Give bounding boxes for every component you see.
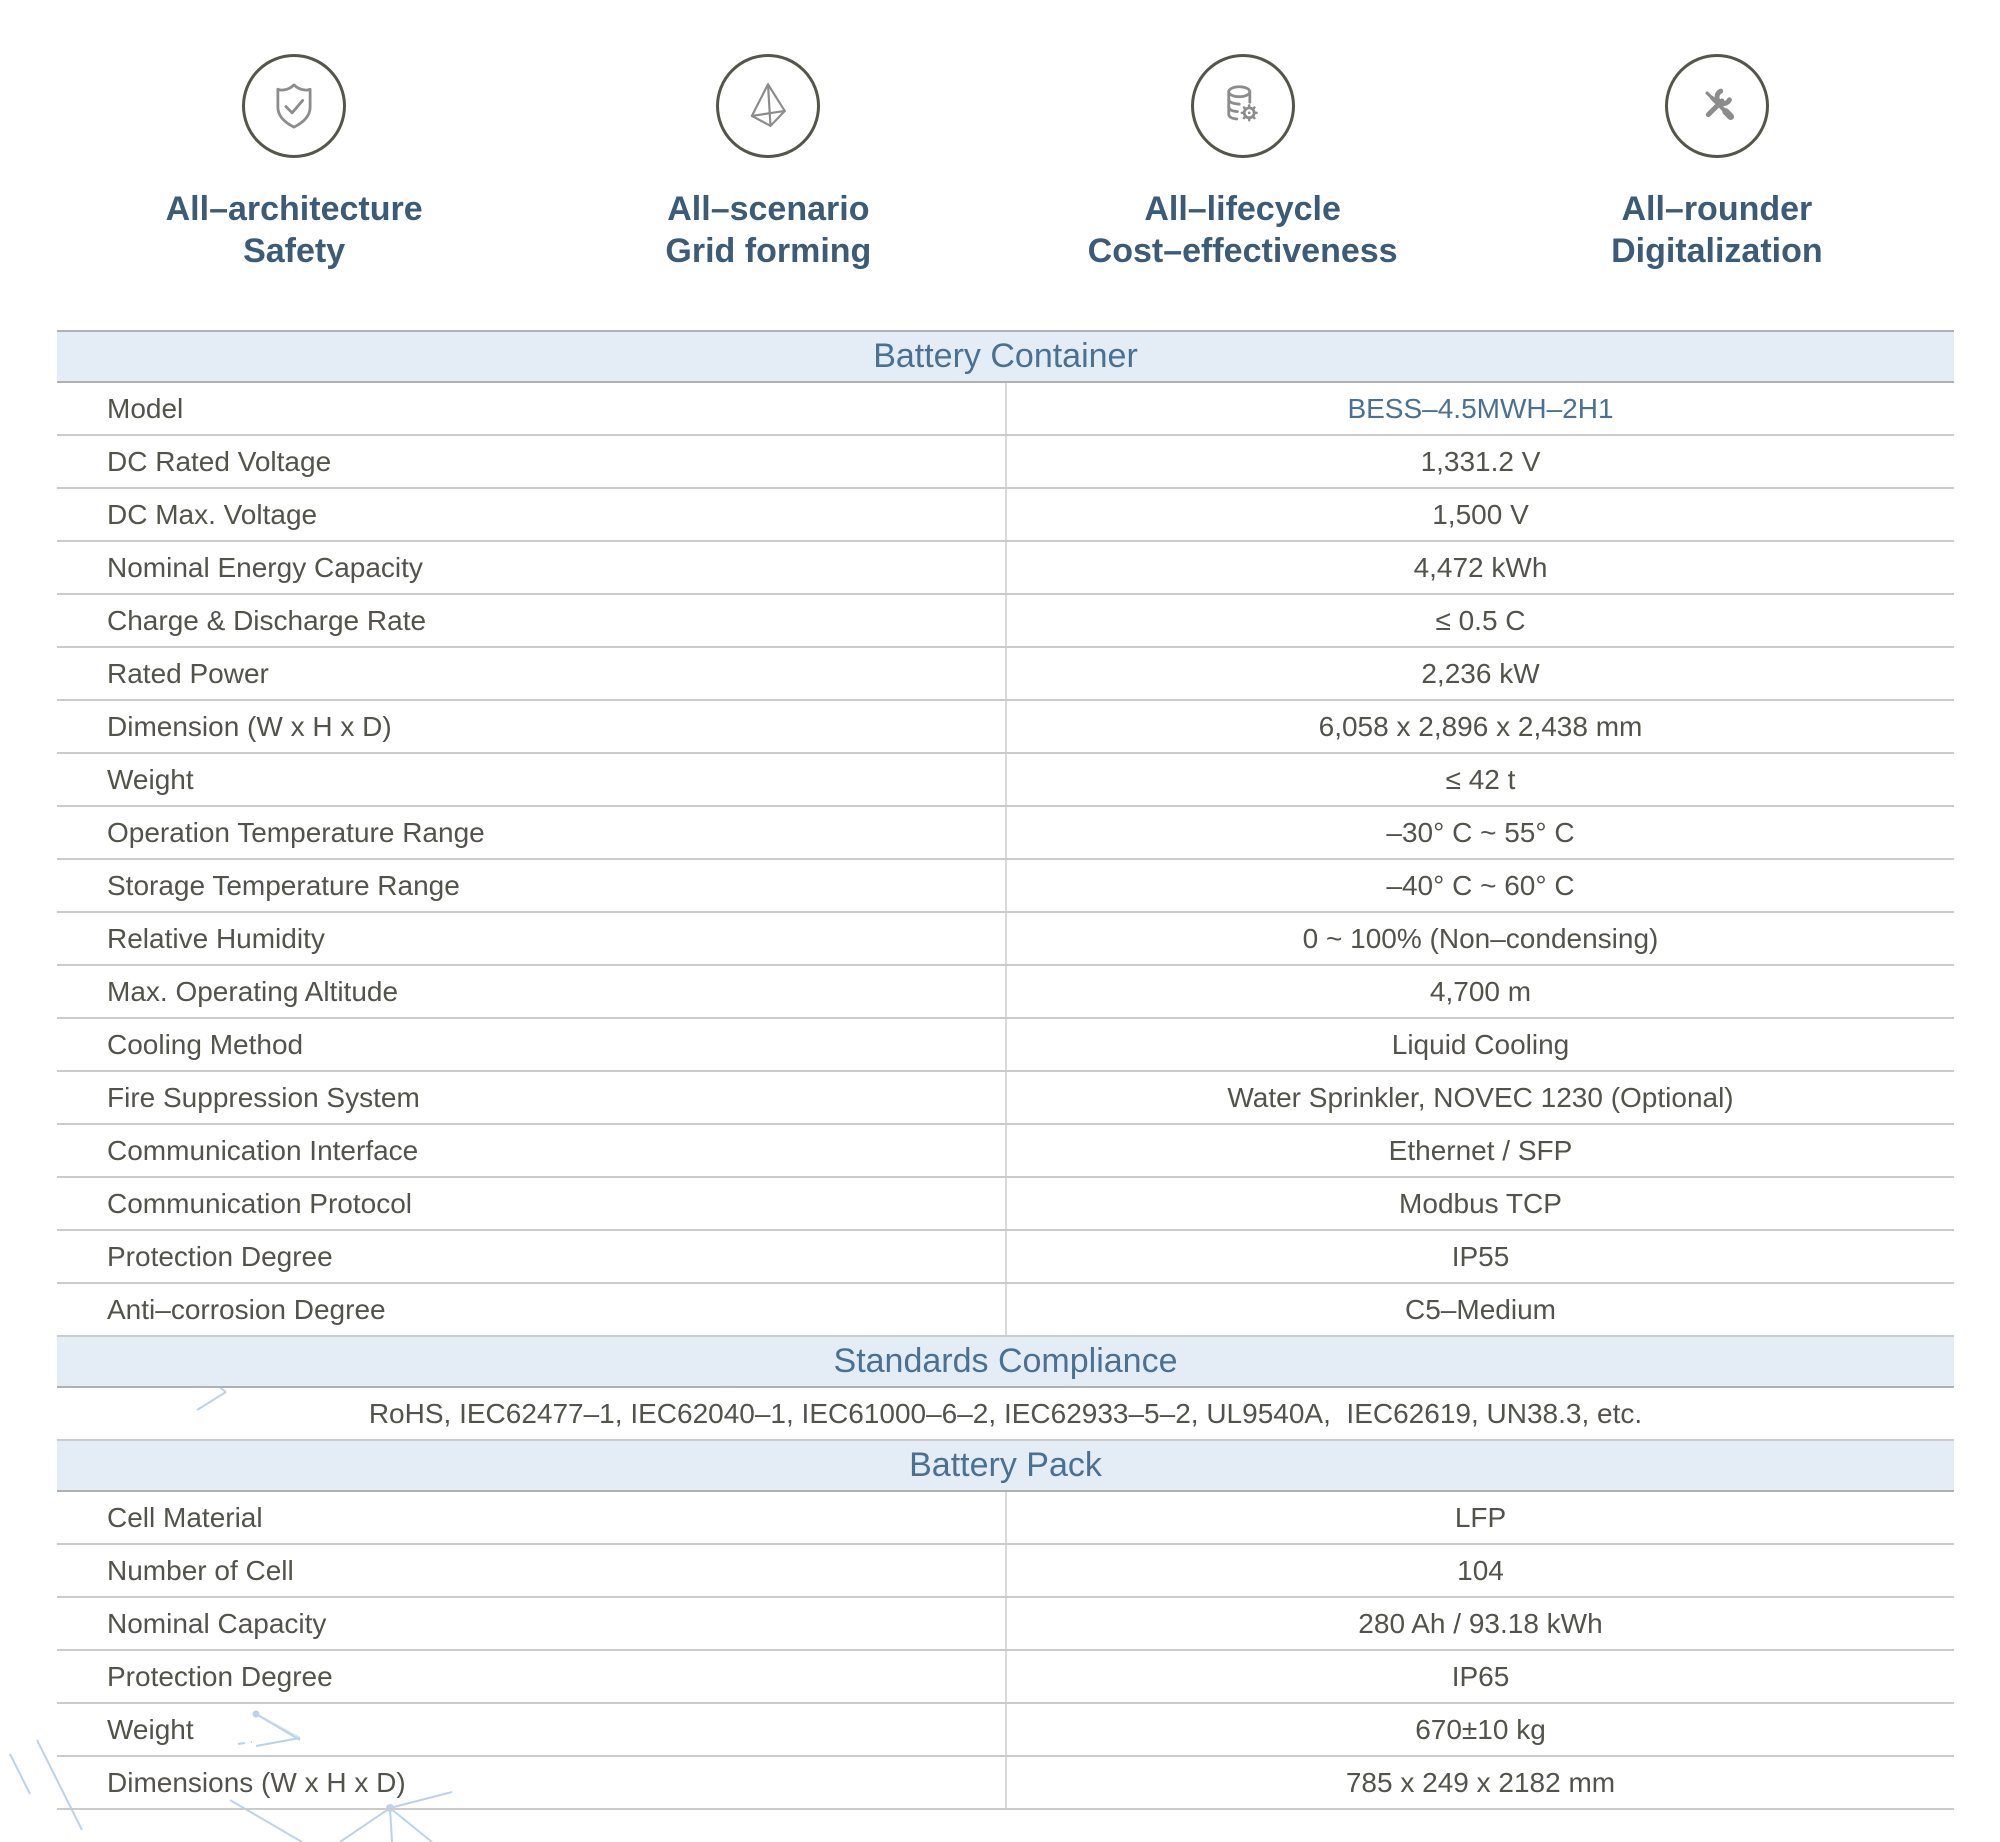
spec-value: ≤ 42 t [1445, 763, 1516, 795]
database-gear-icon [1191, 54, 1295, 158]
feature-row [0, 0, 2000, 272]
tools-icon [1665, 54, 1769, 158]
spec-label: Nominal Energy Capacity [57, 542, 1007, 593]
spec-label: Protection Degree [57, 1651, 1007, 1702]
spec-value: 280 Ah / 93.18 kWh [1358, 1607, 1603, 1639]
spec-label: Cell Material [57, 1492, 1007, 1543]
table-row [57, 966, 1954, 1019]
spec-value: BESS–4.5MWH–2H1 [1347, 392, 1614, 424]
feature-label-line2: Safety [243, 232, 346, 270]
feature-label-line1: All–lifecycle [1144, 190, 1341, 228]
spec-value: 4,472 kWh [1413, 551, 1548, 583]
table-row [57, 1545, 1954, 1598]
feature-safety [57, 54, 531, 272]
section-header: Battery Container [57, 332, 1954, 383]
feature-label [1088, 188, 1398, 272]
spec-value: 104 [1457, 1554, 1504, 1586]
spec-value: ≤ 0.5 C [1435, 604, 1526, 636]
spec-label: Model [57, 383, 1007, 434]
table-row [57, 1231, 1954, 1284]
spec-label: Rated Power [57, 648, 1007, 699]
spec-value: 670±10 kg [1415, 1713, 1546, 1745]
spec-table [57, 330, 1954, 1810]
table-row [57, 1704, 1954, 1757]
table-row [57, 754, 1954, 807]
table-row [57, 701, 1954, 754]
table-row [57, 1125, 1954, 1178]
table-row [57, 436, 1954, 489]
spec-value: 6,058 x 2,896 x 2,438 mm [1318, 710, 1643, 742]
table-row [57, 860, 1954, 913]
spec-label: Number of Cell [57, 1545, 1007, 1596]
feature-label-line2: Digitalization [1611, 232, 1823, 270]
spec-value: 0 ~ 100% (Non–condensing) [1302, 922, 1659, 954]
table-row [57, 1284, 1954, 1337]
spec-value: 1,331.2 V [1420, 445, 1541, 477]
spec-label: Relative Humidity [57, 913, 1007, 964]
spec-label: Max. Operating Altitude [57, 966, 1007, 1017]
table-row [57, 1178, 1954, 1231]
feature-label-line1: All–rounder [1621, 190, 1813, 228]
table-row [57, 1492, 1954, 1545]
feature-cost-effectiveness [1006, 54, 1480, 272]
spec-label: DC Rated Voltage [57, 436, 1007, 487]
spec-label: Fire Suppression System [57, 1072, 1007, 1123]
spec-label: Dimension (W x H x D) [57, 701, 1007, 752]
table-row [57, 1072, 1954, 1125]
feature-label-line1: All–architecture [165, 190, 423, 228]
spec-label: Operation Temperature Range [57, 807, 1007, 858]
shield-check-icon [242, 54, 346, 158]
spec-label: DC Max. Voltage [57, 489, 1007, 540]
table-row [57, 913, 1954, 966]
feature-label-line2: Grid forming [665, 232, 872, 270]
spec-label: Weight [57, 754, 1007, 805]
compliance-row: RoHS, IEC62477–1, IEC62040–1, IEC61000–6–2, IEC62933–5–2, UL9540A, IEC62619, UN38.3, etc. [57, 1388, 1954, 1441]
feature-label [665, 188, 871, 272]
table-row [57, 489, 1954, 542]
spec-value: 785 x 249 x 2182 mm [1345, 1766, 1616, 1798]
spec-value: IP55 [1451, 1240, 1510, 1272]
feature-label [166, 188, 423, 272]
spec-value: LFP [1454, 1501, 1507, 1533]
spec-value: 4,700 m [1429, 975, 1532, 1007]
table-row [57, 383, 1954, 436]
spec-value: –40° C ~ 60° C [1386, 869, 1575, 901]
spec-label: Cooling Method [57, 1019, 1007, 1070]
spec-value: Modbus TCP [1399, 1187, 1562, 1219]
spec-label: Anti–corrosion Degree [57, 1284, 1007, 1335]
grid-pyramid-icon [716, 54, 820, 158]
spec-label: Communication Protocol [57, 1178, 1007, 1229]
spec-label: Storage Temperature Range [57, 860, 1007, 911]
spec-value: IP65 [1451, 1660, 1510, 1692]
feature-label-line1: All–scenario [667, 190, 870, 228]
spec-label: Protection Degree [57, 1231, 1007, 1282]
spec-label: Communication Interface [57, 1125, 1007, 1176]
spec-value: 2,236 kW [1421, 657, 1540, 689]
spec-value: C5–Medium [1405, 1293, 1556, 1325]
feature-digitalization [1480, 54, 1954, 272]
spec-value: Water Sprinkler, NOVEC 1230 (Optional) [1227, 1081, 1734, 1113]
spec-label: Nominal Capacity [57, 1598, 1007, 1649]
spec-value: 1,500 V [1432, 498, 1529, 530]
spec-value: Ethernet / SFP [1388, 1134, 1573, 1166]
feature-label-line2: Cost–effectiveness [1087, 232, 1398, 270]
table-row [57, 807, 1954, 860]
spec-label: Weight [57, 1704, 1007, 1755]
table-row [57, 1019, 1954, 1072]
spec-label: Charge & Discharge Rate [57, 595, 1007, 646]
table-row [57, 1598, 1954, 1651]
section-header: Battery Pack [57, 1441, 1954, 1492]
spec-label: Dimensions (W x H x D) [57, 1757, 1007, 1808]
table-row [57, 595, 1954, 648]
table-row [57, 648, 1954, 701]
feature-label [1611, 188, 1823, 272]
feature-grid-forming [531, 54, 1005, 272]
table-row [57, 542, 1954, 595]
spec-value: –30° C ~ 55° C [1386, 816, 1575, 848]
table-row [57, 1651, 1954, 1704]
table-row [57, 1757, 1954, 1810]
spec-value: Liquid Cooling [1391, 1028, 1570, 1060]
section-header: Standards Compliance [57, 1337, 1954, 1388]
